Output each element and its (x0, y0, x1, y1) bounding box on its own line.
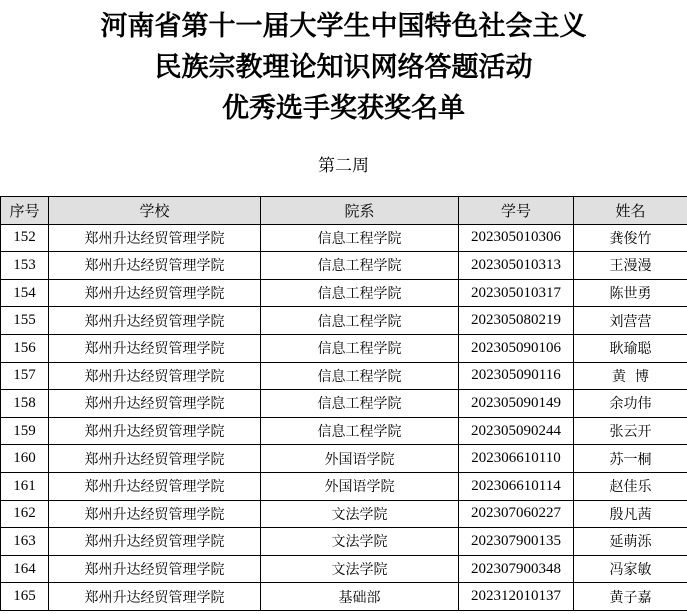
cell-name: 苏一桐 (574, 445, 687, 473)
cell-student-id: 202305090244 (459, 417, 574, 445)
cell-dept: 信息工程学院 (261, 334, 459, 362)
cell-student-id: 202305010306 (459, 224, 574, 252)
cell-dept: 文法学院 (261, 500, 459, 528)
cell-seq: 158 (1, 390, 49, 418)
header-school: 学校 (49, 197, 261, 225)
cell-dept: 信息工程学院 (261, 252, 459, 280)
award-roster-table (0, 196, 687, 611)
cell-school: 郑州升达经贸管理学院 (49, 279, 261, 307)
cell-seq: 165 (1, 583, 49, 611)
cell-seq: 161 (1, 472, 49, 500)
cell-dept: 信息工程学院 (261, 417, 459, 445)
cell-seq: 164 (1, 555, 49, 583)
cell-student-id: 202306610110 (459, 445, 574, 473)
document-title (0, 6, 687, 129)
table-row (1, 417, 687, 445)
table-header-row (1, 197, 687, 225)
cell-dept: 文法学院 (261, 528, 459, 556)
cell-name: 龚俊竹 (574, 224, 687, 252)
table-row (1, 307, 687, 335)
table-row (1, 279, 687, 307)
cell-student-id: 202312010137 (459, 583, 574, 611)
cell-seq: 156 (1, 334, 49, 362)
cell-seq: 160 (1, 445, 49, 473)
table-row (1, 500, 687, 528)
cell-dept: 信息工程学院 (261, 307, 459, 335)
cell-school: 郑州升达经贸管理学院 (49, 224, 261, 252)
cell-name: 延萌泺 (574, 528, 687, 556)
cell-student-id: 202305080219 (459, 307, 574, 335)
cell-school: 郑州升达经贸管理学院 (49, 500, 261, 528)
cell-name: 耿瑜聪 (574, 334, 687, 362)
cell-school: 郑州升达经贸管理学院 (49, 528, 261, 556)
cell-dept: 信息工程学院 (261, 390, 459, 418)
table-row (1, 528, 687, 556)
table-row (1, 334, 687, 362)
cell-seq: 157 (1, 362, 49, 390)
cell-school: 郑州升达经贸管理学院 (49, 362, 261, 390)
cell-seq: 152 (1, 224, 49, 252)
cell-dept: 基础部 (261, 583, 459, 611)
title-line-3: 优秀选手奖获奖名单 (222, 93, 465, 124)
week-subtitle: 第二周 (318, 156, 369, 176)
title-line-2: 民族宗教理论知识网络答题活动 (154, 52, 533, 83)
cell-dept: 信息工程学院 (261, 279, 459, 307)
table-row (1, 555, 687, 583)
cell-name: 王漫漫 (574, 252, 687, 280)
cell-school: 郑州升达经贸管理学院 (49, 417, 261, 445)
header-seq: 序号 (1, 197, 49, 225)
cell-student-id: 202305090149 (459, 390, 574, 418)
cell-student-id: 202307900135 (459, 528, 574, 556)
header-name: 姓名 (574, 197, 687, 225)
cell-seq: 159 (1, 417, 49, 445)
header-dept: 院系 (261, 197, 459, 225)
cell-dept: 外国语学院 (261, 445, 459, 473)
cell-name: 殷凡茜 (574, 500, 687, 528)
cell-student-id: 202307900348 (459, 555, 574, 583)
cell-name: 赵佳乐 (574, 472, 687, 500)
cell-school: 郑州升达经贸管理学院 (49, 583, 261, 611)
cell-student-id: 202307060227 (459, 500, 574, 528)
cell-seq: 163 (1, 528, 49, 556)
cell-seq: 162 (1, 500, 49, 528)
cell-school: 郑州升达经贸管理学院 (49, 252, 261, 280)
cell-dept: 文法学院 (261, 555, 459, 583)
table-row (1, 445, 687, 473)
cell-seq: 155 (1, 307, 49, 335)
table-row (1, 224, 687, 252)
cell-school: 郑州升达经贸管理学院 (49, 307, 261, 335)
cell-student-id: 202305010317 (459, 279, 574, 307)
cell-name: 黄子嘉 (574, 583, 687, 611)
cell-school: 郑州升达经贸管理学院 (49, 445, 261, 473)
cell-student-id: 202305090116 (459, 362, 574, 390)
cell-student-id: 202305010313 (459, 252, 574, 280)
table-row (1, 390, 687, 418)
cell-school: 郑州升达经贸管理学院 (49, 472, 261, 500)
table-row (1, 583, 687, 611)
header-student-id: 学号 (459, 197, 574, 225)
cell-student-id: 202306610114 (459, 472, 574, 500)
cell-name: 陈世勇 (574, 279, 687, 307)
cell-school: 郑州升达经贸管理学院 (49, 390, 261, 418)
cell-dept: 信息工程学院 (261, 362, 459, 390)
cell-name: 黄 博 (574, 362, 687, 390)
table-row (1, 362, 687, 390)
cell-name: 刘营营 (574, 307, 687, 335)
cell-school: 郑州升达经贸管理学院 (49, 555, 261, 583)
title-line-1: 河南省第十一届大学生中国特色社会主义 (100, 11, 587, 42)
cell-school: 郑州升达经贸管理学院 (49, 334, 261, 362)
table-row (1, 472, 687, 500)
cell-name: 张云开 (574, 417, 687, 445)
cell-student-id: 202305090106 (459, 334, 574, 362)
cell-dept: 信息工程学院 (261, 224, 459, 252)
cell-seq: 153 (1, 252, 49, 280)
cell-seq: 154 (1, 279, 49, 307)
cell-name: 冯家敏 (574, 555, 687, 583)
cell-name: 余功伟 (574, 390, 687, 418)
cell-dept: 外国语学院 (261, 472, 459, 500)
table-row (1, 252, 687, 280)
